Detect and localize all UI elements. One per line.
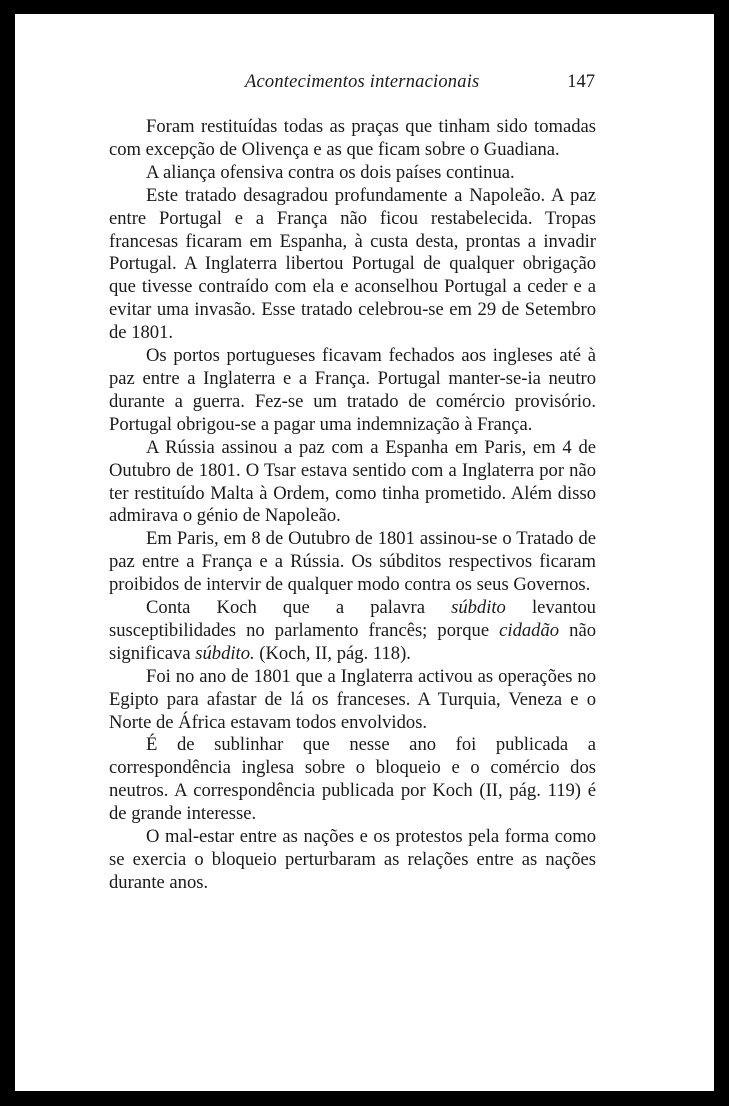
paragraph <box>109 437 596 529</box>
italic-term: súbdito <box>451 597 506 619</box>
paragraph <box>109 597 596 666</box>
text-segment: Em Paris, em 8 de Outubro de 1801 assinou-se o Tratado de paz entre a França e a Rússia. Os súbditos respectivos ficaram proibidos de intervir de qualquer modo contra os seus Governos. <box>109 528 596 596</box>
text-segment: Este tratado desagradou profundamente a Napoleão. A paz entre Portugal e a França não ficou restabelecida. Tropas francesas ficaram em Espanha, à custa desta, prontas a invadir Portugal. A Inglaterra libertou Portugal de qualquer obrigação que tivesse contraído com ela e aconselhou Portugal a ceder e a evitar uma invasão. Esse tratado celebrou-se em 29 de Setembro de 1801. <box>109 184 596 344</box>
text-segment: Conta Koch que a palavra <box>146 597 452 619</box>
paragraph <box>109 528 596 597</box>
text-segment: A Rússia assinou a paz com a Espanha em Paris, em 4 de Outubro de 1801. O Tsar estava sentido com a Inglaterra por não ter restituído Malta à Ordem, como tinha prometido. Além disso admirava o génio de Napoleão. <box>109 436 596 527</box>
paragraph <box>109 162 596 185</box>
text-segment: levantou susceptibilidades no parlamento francês; porque <box>109 597 596 641</box>
text-segment: A aliança ofensiva contra os dois países continua. <box>146 161 515 183</box>
italic-term: cidadão <box>499 619 560 641</box>
text-segment: É de sublinhar que nesse ano foi publicada a correspondência inglesa sobre o bloqueio e o comércio dos neutros. A correspondência publicada por Koch (II, pág. 119) é de grande interesse. <box>109 734 596 825</box>
body-text <box>109 116 596 895</box>
page-header <box>111 72 595 102</box>
paragraph <box>109 185 596 345</box>
paragraph <box>109 666 596 735</box>
text-segment: Foram restituídas todas as praças que tinham sido tomadas com excepção de Olivença e as que ficam sobre o Guadiana. <box>109 116 596 160</box>
text-segment: O mal-estar entre as nações e os protestos pela forma como se exercia o bloqueio perturbaram as relações entre as nações durante anos. <box>109 826 596 893</box>
page-number: 147 <box>567 72 595 92</box>
paragraph <box>109 116 596 162</box>
paragraph <box>109 734 596 826</box>
running-head: Acontecimentos internacionais <box>245 72 480 92</box>
paragraph <box>109 826 596 895</box>
book-page <box>15 14 714 1091</box>
text-segment: (Koch, II, pág. 118). <box>254 642 411 664</box>
text-segment: Os portos portugueses ficavam fechados aos ingleses até à paz entre a Inglaterra e a França. Portugal manter-se-ia neutro durante a guerra. Fez-se um tratado de comércio provisório. Portugal obrigou-se a pagar uma indemnização à França. <box>109 345 596 435</box>
text-segment: Foi no ano de 1801 que a Inglaterra activou as operações no Egipto para afastar de lá os franceses. A Turquia, Veneza e o Norte de África estavam todos envolvidos. <box>109 665 596 733</box>
text-segment: não significava <box>109 619 596 664</box>
italic-term: súbdito. <box>195 642 255 664</box>
paragraph <box>109 345 596 437</box>
